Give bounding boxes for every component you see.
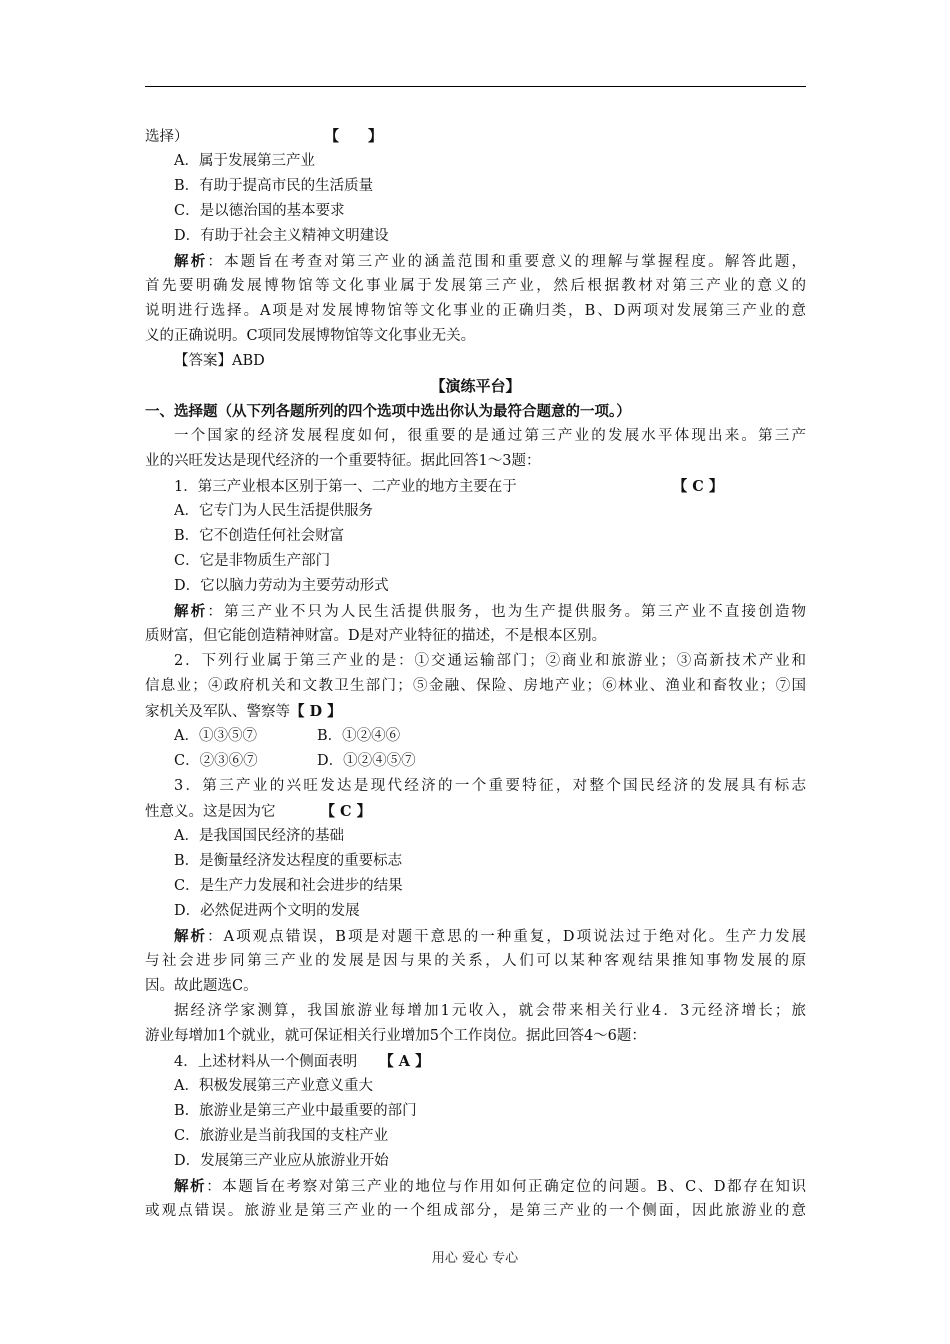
answer-bracket: 【 A 】 xyxy=(379,1053,430,1070)
answer-bracket: 【 】 xyxy=(324,128,383,145)
question-3-stem: 性意义。这是因为它 【 C 】 xyxy=(145,799,806,824)
analysis-line: 义的正确说明。C项同发展博物馆等文化事业无关。 xyxy=(145,328,476,344)
analysis-line: 质财富，但它能创造精神财富。D是对产业特征的描述，不是根本区别。 xyxy=(145,628,607,644)
option-d: D．发展第三产业应从旅游业开始 xyxy=(174,1153,389,1169)
analysis-line: 解析：第三产业不只为人民生活提供服务，也为生产提供服务。第三产业不直接创造物 xyxy=(174,603,806,620)
page-footer: 用心 爱心 专心 xyxy=(431,1251,519,1266)
option-c: C．是生产力发展和社会进步的结果 xyxy=(174,878,403,894)
prev-question-stem: 选择） 【 】 xyxy=(145,124,806,149)
answer-bracket: 【 C 】 xyxy=(672,478,724,495)
material-line: 据经济学家测算，我国旅游业每增加1元收入，就会带来相关行业4．3元经济增长；旅 xyxy=(174,1003,806,1019)
option-row xyxy=(145,724,806,749)
analysis-line: 因。故此题选C。 xyxy=(145,978,258,994)
analysis-line: 或观点错误。旅游业是第三产业的一个组成部分，是第三产业的一个侧面，因此旅游业的意 xyxy=(145,1203,806,1219)
question-4-stem: 4．上述材料从一个侧面表明 【 A 】 xyxy=(145,1049,806,1074)
option-b: B．是衡量经济发达程度的重要标志 xyxy=(174,853,403,869)
option-a: A．积极发展第三产业意义重大 xyxy=(174,1078,373,1094)
option-b: B．旅游业是第三产业中最重要的部门 xyxy=(174,1103,417,1119)
question-2-stem: 信息业；④政府机关和文教卫生部门；⑤金融、保险、房地产业；⑥林业、渔业和畜牧业；⑦国 xyxy=(145,678,806,694)
material-line: 一个国家的经济发展程度如何，很重要的是通过第三产业的发展水平体现出来。第三产 xyxy=(174,428,806,444)
document-body xyxy=(145,124,806,1224)
option-a: A．它专门为人民生活提供服务 xyxy=(174,503,373,519)
option-d: D．必然促进两个文明的发展 xyxy=(174,903,360,919)
option-b: B．有助于提高市民的生活质量 xyxy=(174,178,374,194)
option-a: A．是我国国民经济的基础 xyxy=(174,828,344,844)
question-2-stem: 家机关及军队、警察等【 D 】 xyxy=(145,699,806,724)
option-c: C．是以德治国的基本要求 xyxy=(174,203,345,219)
question-1-stem: 1．第三产业根本区别于第一、二产业的地方主要在于 【 C 】 xyxy=(145,474,806,499)
header-rule xyxy=(145,86,806,87)
material-line: 游业每增加1个就业，就可保证相关行业增加5个工作岗位。据此回答4～6题： xyxy=(145,1028,646,1044)
analysis-label: 解析 xyxy=(174,253,208,270)
option-a: A．①③⑤⑦ xyxy=(174,728,257,744)
analysis-line: 解析：本题旨在考查对第三产业的涵盖范围和重要意义的理解与掌握程度。解答此题， xyxy=(174,253,806,270)
option-c: C．旅游业是当前我国的支柱产业 xyxy=(174,1128,389,1144)
option-d: D．有助于社会主义精神文明建设 xyxy=(174,228,389,244)
analysis-line: 首先要明确发展博物馆等文化事业属于发展第三产业，然后根据教材对第三产业的意义的 xyxy=(145,278,806,294)
option-b: B．它不创造任何社会财富 xyxy=(174,528,345,544)
option-b: B．①②④⑥ xyxy=(317,728,401,744)
option-a: A．属于发展第三产业 xyxy=(174,153,315,169)
part-heading: 一、选择题（从下列各题所列的四个选项中选出你认为最符合题意的一项。） xyxy=(145,403,631,420)
analysis-line: 与社会进步同第三产业的发展是因与果的关系，人们可以某种客观结果推知事物发展的原 xyxy=(145,953,806,969)
answer-line: 【答案】ABD xyxy=(174,353,265,369)
analysis-label: 解析 xyxy=(174,1178,207,1195)
option-d: D．它以脑力劳动为主要劳动形式 xyxy=(174,578,389,594)
analysis-line: 说明进行选择。A项是对发展博物馆等文化事业的正确归类，B、D两项对发展第三产业的意 xyxy=(145,303,806,319)
question-3-stem: 3．第三产业的兴旺发达是现代经济的一个重要特征，对整个国民经济的发展具有标志 xyxy=(174,778,806,794)
question-2-stem: 2．下列行业属于第三产业的是：①交通运输部门；②商业和旅游业；③高新技术产业和 xyxy=(174,653,806,669)
option-d: D．①②④⑤⑦ xyxy=(317,753,416,769)
analysis-line: 解析：A项观点错误，B项是对题干意思的一种重复，D项说法过于绝对化。生产力发展 xyxy=(174,928,806,945)
option-c: C．它是非物质生产部门 xyxy=(174,553,331,569)
answer-bracket: 【 C 】 xyxy=(320,803,372,820)
material-line: 业的兴旺发达是现代经济的一个重要特征。据此回答1～3题： xyxy=(145,453,541,469)
answer-bracket: 【 D 】 xyxy=(290,703,342,720)
analysis-label: 解析 xyxy=(174,603,208,620)
analysis-label: 解析 xyxy=(174,928,208,945)
option-c: C．②③⑥⑦ xyxy=(174,753,258,769)
option-row xyxy=(145,749,806,774)
section-title: 【演练平台】 xyxy=(430,377,521,395)
analysis-line: 解析：本题旨在考察对第三产业的地位与作用如何正确定位的问题。B、C、D都存在知识 xyxy=(174,1178,806,1195)
